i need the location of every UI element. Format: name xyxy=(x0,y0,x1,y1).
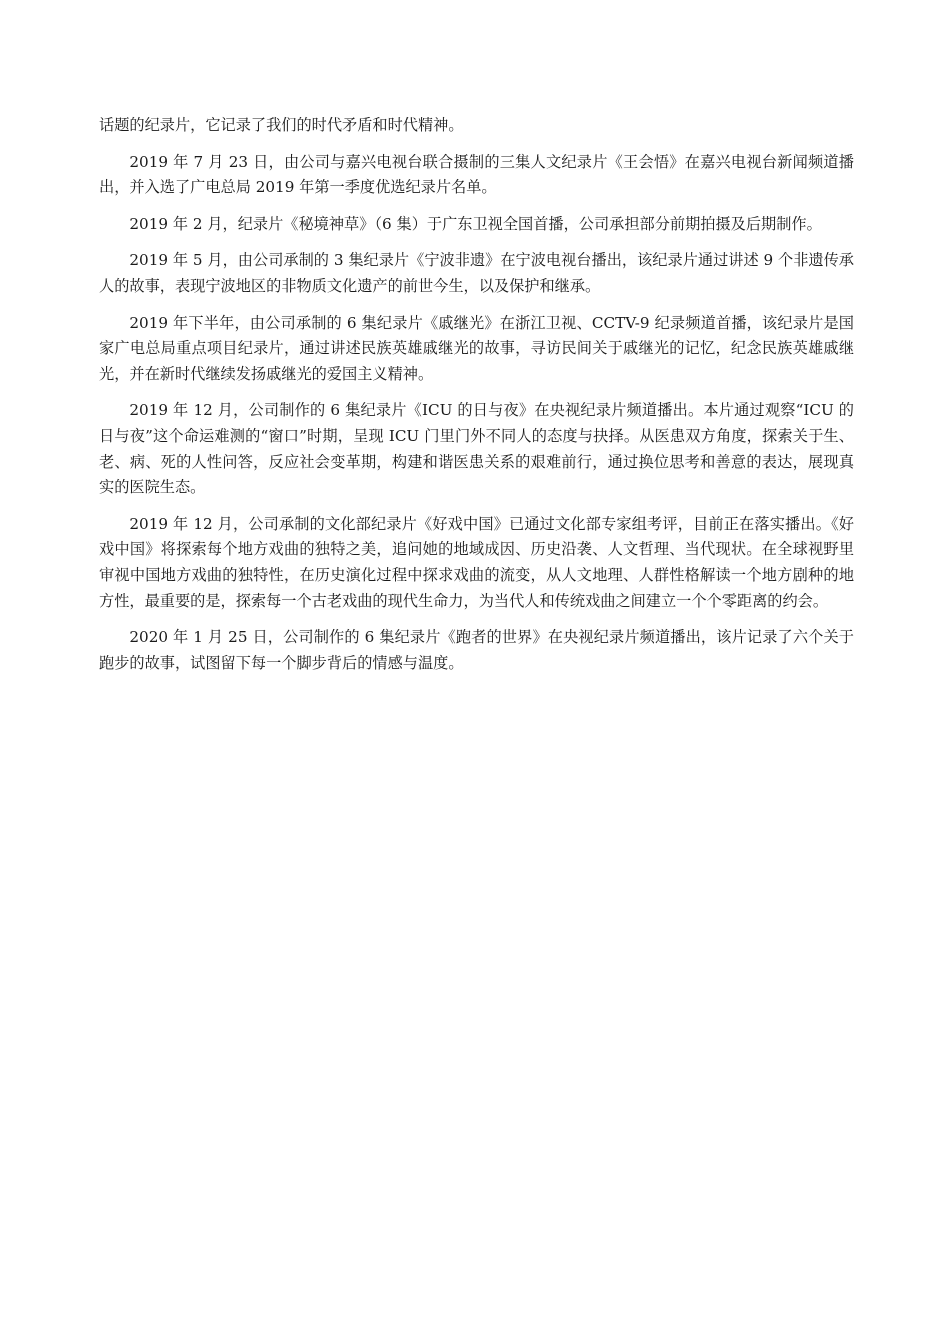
paragraph-qi-jiguang: 2019 年下半年，由公司承制的 6 集纪录片《戚继光》在浙江卫视、CCTV-9 纪录频道首播，该纪录片是国家广电总局重点项目纪录片，通过讲述民族英雄戚继光的故事，寻访民间关于戚继光的记忆，纪念民族英雄戚继光，并在新时代继续发扬戚继光的爱国主义精神。 xyxy=(99,313,854,383)
paragraph-mijing-shencao: 2019 年 2 月，纪录片《秘境神草》（6 集）于广东卫视全国首播，公司承担部分前期拍摄及后期制作。 xyxy=(129,214,822,233)
paragraph-continuation: 话题的纪录片，它记录了我们的时代矛盾和时代精神。 xyxy=(99,116,464,134)
paragraph-ningbo-feiyi: 2019 年 5 月，由公司承制的 3 集纪录片《宁波非遗》在宁波电视台播出，该纪录片通过讲述 9 个非遗传承人的故事，表现宁波地区的非物质文化遗产的前世今生，以及保护和继承。 xyxy=(99,251,854,295)
document-body xyxy=(99,113,854,687)
paragraph-runners-world: 2020 年 1 月 25 日，公司制作的 6 集纪录片《跑者的世界》在央视纪录片频道播出，该片记录了六个关于跑步的故事，试图留下每一个脚步背后的情感与温度。 xyxy=(99,628,854,672)
paragraph-wang-huiwu: 2019 年 7 月 23 日，由公司与嘉兴电视台联合摄制的三集人文纪录片《王会悟》在嘉兴电视台新闻频道播出，并入选了广电总局 2019 年第一季度优选纪录片名单。 xyxy=(99,152,854,197)
paragraph-icu-day-night: 2019 年 12 月，公司制作的 6 集纪录片《ICU 的日与夜》在央视纪录片频道播出。本片通过观察“ICU 的日与夜”这个命运难测的“窗口”时期，呈现 ICU 门里门外不同人的态度与抉择。从医患双方角度，探索关于生、老、病、死的人性问答，反应社会变革期，构建和谐医患关系的艰难前行，通过换位思考和善意的表达，展现真实的医院生态。 xyxy=(99,401,854,497)
paragraph-haoxi-zhongguo: 2019 年 12 月，公司承制的文化部纪录片《好戏中国》已通过文化部专家组考评，目前正在落实播出。《好戏中国》将探索每个地方戏曲的独特之美，追问她的地域成因、历史沿袭、人文哲理、当代现状。在全球视野里审视中国地方戏曲的独特性，在历史演化过程中探求戏曲的流变，从人文地理、人群性格解读一个地方剧种的地方性，最重要的是，探索每一个古老戏曲的现代生命力，为当代人和传统戏曲之间建立一个个零距离的约会。 xyxy=(99,514,854,610)
